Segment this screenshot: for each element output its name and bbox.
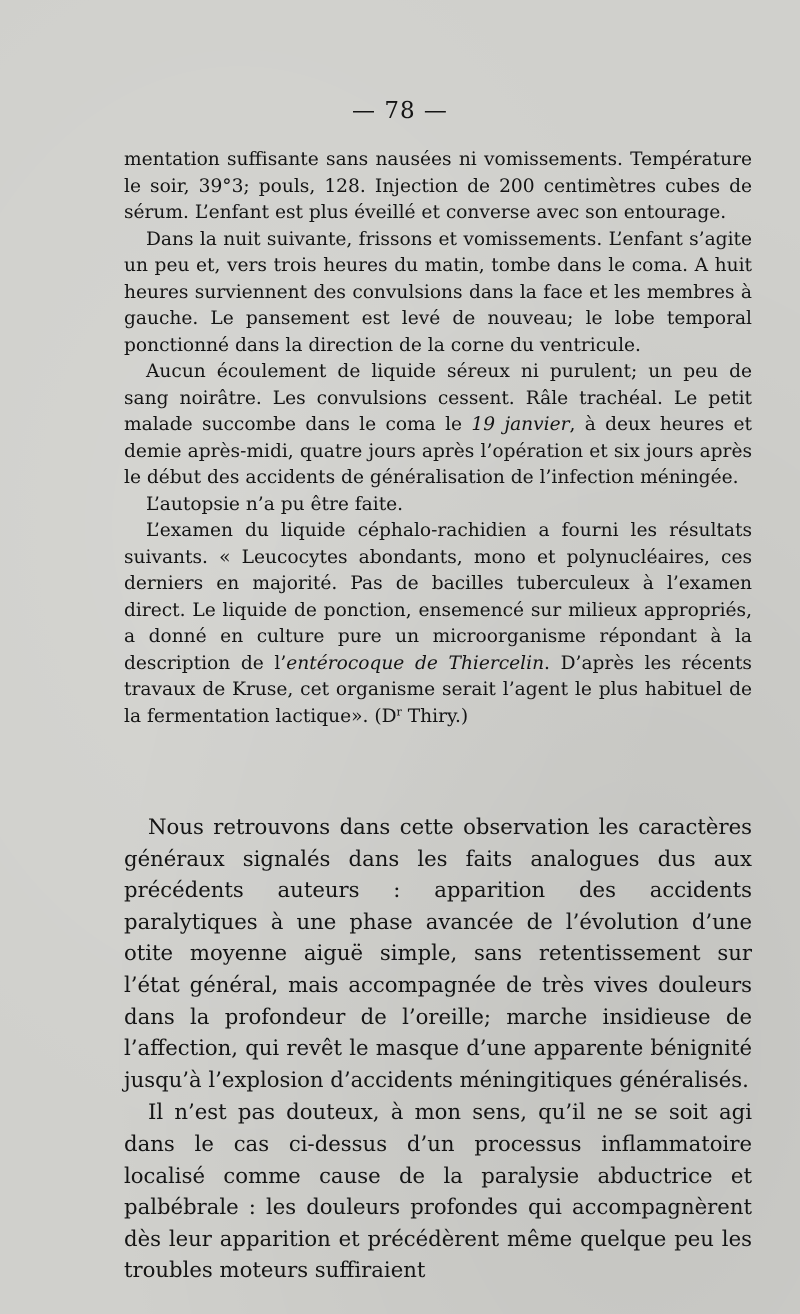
observation-paragraph-3 — [124, 359, 752, 492]
observation-paragraph-5 — [124, 518, 752, 730]
organism-name: entérocoque de Thiercelin — [286, 652, 545, 674]
commentary-text — [124, 811, 752, 1286]
observation-paragraph-2 — [124, 227, 752, 360]
observation-text-run: Dans la nuit suivante, frissons et vomissements. L’enfant s’agite un peu et, vers trois heures du matin, tombe dans le coma. A huit heures surviennent des convulsions dans la face et les membres à gauche. Le pansement est levé de nouveau; le lobe temporal ponctionné dans la direction de la corne du ventricule. — [124, 228, 752, 356]
observation-text — [124, 147, 752, 730]
observation-text-run: , à deux heures et demie après-midi, quatre jours après l’opération et six jours après le début des accidents de généralisation de l’infection méningée. — [124, 414, 752, 488]
observation-text-run: . D’après les récents travaux de Kruse, cet organisme serait l’agent le plus habituel de la fermentation lactique». (D — [124, 652, 752, 727]
observation-text-run: L’autopsie n’a pu être faite. — [146, 493, 404, 515]
observation-paragraph-1 — [124, 147, 752, 227]
death-date: 19 janvier — [471, 414, 570, 435]
observation-text-run: Aucun écoulement de liquide séreux ni purulent; un peu de sang noirâtre. Les convulsions cessent. Râle trachéal. Le petit malade succombe dans le coma le — [124, 361, 752, 435]
commentary-paragraph-1: Nous retrouvons dans cette observation les caractères généraux signalés dans les faits analogues dus aux précédents auteurs : apparition des accidents paralytiques à une phase avancée de l’évolution d’une otite moyenne aiguë simple, sans retentissement sur l’état général, mais accompagnée de très vives douleurs dans la profondeur de l’oreille; marche insidieuse de l’affection, qui revêt le masque d’une apparente bénignité jusqu’à l’explosion d’accidents méningitiques généralisés. — [124, 814, 752, 1092]
observation-text-run: Thiry.) — [401, 705, 469, 727]
page-number: — 78 — — [352, 98, 448, 124]
commentary-paragraph-2: Il n’est pas douteux, à mon sens, qu’il ne se soit agi dans le cas ci-dessus d’un processus inflammatoire localisé comme cause de la paralysie abductrice et palbébrale : les douleurs profondes qui accompagnèrent dès leur apparition et précédèrent même quelque peu les troubles moteurs suffiraient — [124, 1099, 752, 1283]
observation-text-run: L’examen du liquide céphalo-rachidien a fourni les résultats suivants. « Leucocytes abondants, mono et polynucléaires, ces derniers en majorité. Pas de bacilles tuberculeux à l’examen direct. Le liquide de ponction, ensemencé sur milieux appropriés, a donné en culture pure un microorganisme répondant à la description de l’ — [124, 520, 752, 674]
observation-paragraph-4 — [124, 492, 752, 519]
doctor-abbrev-superscript: r — [396, 704, 402, 718]
observation-text-run: mentation suffisante sans nausées ni vomissements. Température le soir, 39°3; pouls, 128. Injection de 200 centimètres cubes de sérum. L’enfant est plus éveillé et converse avec son entourage. — [124, 149, 752, 223]
